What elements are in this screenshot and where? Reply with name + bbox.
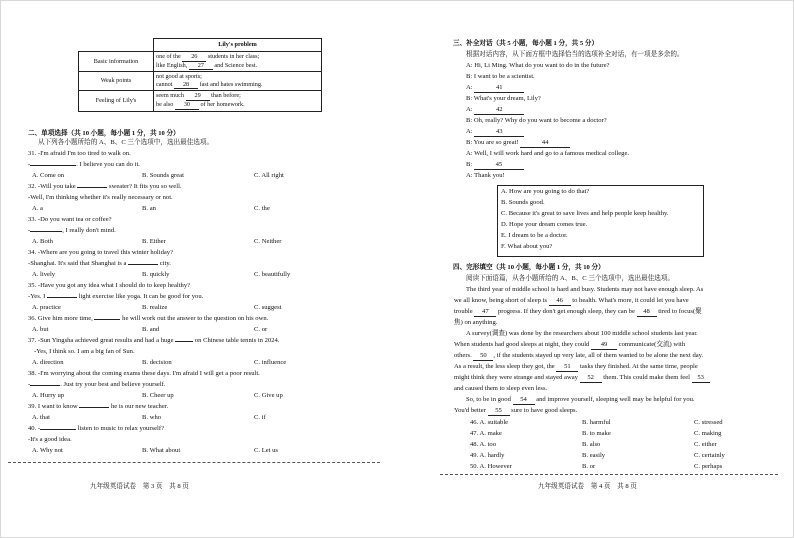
q-text: . I believe you can do it. — [76, 161, 140, 168]
passage-line — [454, 363, 698, 372]
question-line: -Well, I'm thinking whether it's really necessary or not. — [28, 194, 173, 201]
options — [32, 271, 372, 280]
option-a[interactable]: 49. A. hardly — [470, 452, 505, 459]
passage-line: and caused them to sleep even less. — [454, 385, 548, 392]
row-label: Weak points — [79, 72, 154, 91]
dialogue-line: A: Thank you! — [466, 172, 505, 179]
question-35: 35. -Have you got any idea what I should do to keep healthy? — [28, 282, 191, 289]
divider — [8, 462, 380, 463]
option-a[interactable]: A. Hurry up — [32, 392, 65, 399]
option-b[interactable]: B. who — [142, 414, 162, 421]
p-text: , if the students stayed up very late, all of them wanted to be alone the next day. — [493, 352, 704, 359]
passage-line — [466, 396, 695, 405]
section-title: 二、单项选择（共 10 小题，每小题 1 分，共 10 分） — [28, 130, 180, 137]
p-text: to health. What's more, it could let you have — [572, 297, 689, 304]
cell-text: like English, — [156, 61, 188, 69]
blank-49[interactable]: 49 — [591, 341, 617, 350]
cell-text: one of the — [156, 53, 181, 60]
choice-row — [470, 452, 770, 461]
blank-44[interactable]: 44 — [520, 139, 570, 148]
blank-29: 29 — [186, 92, 210, 101]
cell-text: and Science best. — [214, 61, 258, 69]
option-item[interactable]: C. Because it's great to save lives and help people keep healthy. — [501, 210, 669, 217]
table-row — [79, 91, 322, 111]
option-c[interactable]: C. Neither — [254, 238, 282, 245]
option-c[interactable]: C. making — [694, 430, 722, 437]
option-c[interactable]: C. the — [254, 205, 270, 212]
option-a[interactable]: A. practice — [32, 304, 61, 311]
p-text: and improve yourself, sleeping well may be helpful for you. — [536, 396, 695, 403]
speaker: A: — [466, 106, 473, 113]
cell-text: cannot — [156, 80, 173, 88]
options-box — [497, 185, 704, 257]
answer-blank[interactable] — [30, 231, 62, 232]
p-text: When students had good sleeps at night, they could — [454, 341, 590, 348]
question-line — [28, 227, 116, 235]
option-item[interactable]: A. How are you going to do that? — [501, 188, 590, 195]
option-b[interactable]: B. What about — [142, 447, 181, 454]
p-text: progress. If they don't get enough sleep, they can be — [498, 308, 635, 315]
q-text: - — [28, 161, 31, 168]
page-footer: 九年级英语试卷 第 3 页 共 8 页 — [90, 483, 189, 490]
blank-28: 28 — [174, 81, 198, 90]
question-38: 38. -I'm worrying about the coming exams these days. I'm afraid I will get a poor result. — [28, 370, 260, 377]
option-c[interactable]: C. All right — [254, 172, 284, 179]
row-label: Feeling of Lily's — [79, 91, 154, 111]
blank-43[interactable]: 43 — [474, 128, 524, 137]
question-line — [28, 260, 171, 268]
option-item[interactable]: D. Hope your dream comes true. — [501, 221, 588, 228]
answer-blank[interactable] — [79, 407, 109, 408]
answer-blank[interactable] — [30, 385, 60, 386]
cell-text: not good at sports; — [156, 73, 202, 81]
p-text: might think they were strange and stayed away — [454, 374, 578, 381]
option-a[interactable]: 50. A. However — [470, 463, 512, 470]
cell-text: seem much — [156, 92, 185, 100]
choice-row — [470, 430, 770, 439]
dialogue-line — [466, 128, 524, 137]
blank-53[interactable]: 53 — [692, 374, 710, 383]
blank-48[interactable]: 48 — [637, 308, 657, 317]
p-text: trouble — [454, 308, 473, 315]
option-a[interactable]: 48. A. too — [470, 441, 497, 448]
binding-gutter — [397, 8, 437, 528]
lily-problem-table — [78, 38, 322, 112]
p-text: others. — [454, 352, 472, 359]
p-text: So, to be in good — [466, 396, 511, 403]
options — [32, 392, 372, 401]
passage-line — [454, 308, 702, 317]
q-text: listen to music to relax yourself? — [77, 425, 164, 432]
blank-41[interactable]: 41 — [474, 84, 524, 93]
option-a[interactable]: A. a — [32, 205, 43, 212]
q-text: -Shanghai. It's said that Shanghai is a — [28, 260, 127, 267]
passage-line — [454, 297, 689, 306]
option-b[interactable]: B. Cheer up — [142, 392, 174, 399]
option-a[interactable]: A. Why not — [32, 447, 63, 454]
row-label: Basic information — [79, 52, 154, 72]
passage-line: A survey(调查) was done by the researchers about 100 middle school students last year. — [466, 330, 698, 337]
answer-blank[interactable] — [128, 264, 158, 265]
option-b[interactable]: B. realize — [142, 304, 168, 311]
question-39 — [28, 403, 168, 411]
table-row — [79, 72, 322, 91]
question-line: -It's a good idea. — [28, 436, 72, 443]
options — [32, 414, 372, 423]
p-text: them. This could make them feel — [603, 374, 690, 381]
blank-26: 26 — [182, 53, 206, 62]
option-a[interactable]: A. Come on — [32, 172, 65, 179]
options — [32, 359, 372, 368]
option-b[interactable]: B. an — [142, 205, 156, 212]
p-text: tired to focus(聚 — [658, 308, 702, 315]
options — [32, 205, 372, 214]
q-text: sweater? It fits you so well. — [109, 183, 182, 190]
q-text: 32. -Will you take — [28, 183, 76, 190]
blank-50[interactable]: 50 — [473, 352, 493, 361]
q-text: - — [28, 227, 31, 234]
question-37 — [28, 337, 279, 345]
question-36 — [28, 315, 268, 323]
option-b[interactable]: B. to make — [582, 430, 611, 437]
choice-row — [470, 463, 770, 472]
blank-52[interactable]: 52 — [580, 374, 602, 383]
blank-42[interactable]: 42 — [474, 106, 524, 115]
question-32 — [28, 183, 182, 191]
passage-line — [454, 374, 710, 383]
divider — [440, 474, 778, 475]
option-b[interactable]: B. harmful — [582, 419, 611, 426]
option-c[interactable]: C. Let us — [254, 447, 278, 454]
blank-51[interactable]: 51 — [556, 363, 578, 372]
q-text: , I really don't mind. — [62, 227, 116, 234]
answer-blank[interactable] — [30, 165, 76, 166]
dialogue-line — [466, 139, 570, 148]
question-40 — [28, 425, 164, 433]
question-34: 34. -Where are you going to travel this winter holiday? — [28, 249, 174, 256]
option-c[interactable]: C. Give up — [254, 392, 283, 399]
speaker: A: — [466, 128, 473, 135]
dialogue-line: B: I want to be a scientist. — [466, 73, 535, 80]
options — [32, 304, 372, 313]
blank-45[interactable]: 45 — [474, 161, 524, 170]
options — [32, 447, 372, 456]
answer-blank[interactable] — [40, 429, 76, 430]
answer-blank[interactable] — [175, 341, 193, 342]
cell-text: than before; — [211, 92, 241, 100]
option-c[interactable]: C. stressed — [694, 419, 723, 426]
p-text: communicate(交流) with — [618, 341, 686, 348]
blank-30: 30 — [175, 101, 199, 110]
answer-blank[interactable] — [47, 297, 77, 298]
question-line — [28, 381, 166, 389]
question-line: -Yes, I think so. I am a big fan of Sun. — [34, 348, 135, 355]
option-b[interactable]: B. Either — [142, 238, 166, 245]
blank-46[interactable]: 46 — [549, 297, 571, 306]
options — [32, 172, 372, 181]
q-text: 37. -Sun Yingsha achieved great results and had a huge — [28, 337, 174, 344]
option-b[interactable]: B. easily — [582, 452, 606, 459]
option-c[interactable]: C. perhaps — [694, 463, 723, 470]
question-33: 33. -Do you want tea or coffee? — [28, 216, 112, 223]
blank-54[interactable]: 54 — [513, 396, 535, 405]
option-c[interactable]: C. certainly — [694, 452, 725, 459]
q-text: 36. Give him more time, — [28, 315, 93, 322]
q-text: -Yes. I — [28, 293, 46, 300]
option-b[interactable]: B. quickly — [142, 271, 170, 278]
option-a[interactable]: A. Both — [32, 238, 53, 245]
speaker: B: You are so great! — [466, 139, 519, 146]
q-text: city. — [159, 260, 171, 267]
question-line — [28, 293, 203, 301]
option-c[interactable]: C. beautifully — [254, 271, 291, 278]
section-title: 三、补全对话（共 5 小题，每小题 1 分，共 5 分） — [453, 40, 599, 47]
p-text: tasks they finished. At the same time, people — [580, 363, 698, 370]
option-b[interactable]: B. or — [582, 463, 596, 470]
section-title: 四、完形填空（共 10 小题，每小题 1 分，共 10 分） — [453, 264, 605, 271]
table-title: Lily's problem — [154, 39, 322, 52]
speaker: B: — [466, 161, 473, 168]
option-a[interactable]: A. lively — [32, 271, 56, 278]
option-item[interactable]: E. I dream to be a doctor. — [501, 232, 568, 239]
dialogue-line: B: Oh, really? Why do you want to become a doctor? — [466, 117, 607, 124]
option-a[interactable]: A. direction — [32, 359, 64, 366]
section-instruction: 阅读下面语篇，从各小题所给的 A、B、C 三个选项中，选出最佳选项。 — [466, 275, 675, 282]
option-c[interactable]: C. either — [694, 441, 717, 448]
option-c[interactable]: C. if — [254, 414, 266, 421]
p-text: sure to have good sleeps. — [511, 407, 578, 414]
dialogue-line — [466, 161, 524, 170]
page-3 — [28, 0, 390, 538]
page-4 — [448, 0, 778, 538]
p-text: You'd better — [454, 407, 486, 414]
cell-text: of her homework. — [200, 100, 245, 108]
q-text: 40. - — [28, 425, 41, 432]
blank-55[interactable]: 55 — [488, 407, 510, 416]
passage-line — [454, 341, 685, 350]
question-31: 31. -I'm afraid I'm too tired to walk on. — [28, 150, 131, 157]
option-a[interactable]: 47. A. make — [470, 430, 502, 437]
cell-text: be also — [156, 100, 174, 108]
answer-blank[interactable] — [94, 319, 120, 320]
p-text: we all know, being short of sleep is — [454, 297, 547, 304]
dialogue-line — [466, 106, 524, 115]
blank-27: 27 — [189, 62, 213, 71]
passage-line — [454, 407, 577, 416]
q-text: 39. I want to know — [28, 403, 78, 410]
page-footer: 九年级英语试卷 第 4 页 共 8 页 — [538, 483, 637, 490]
dialogue-line: A: Well, I will work hard and go to a famous medical college. — [466, 150, 630, 157]
option-b[interactable]: B. and — [142, 326, 160, 333]
options — [32, 238, 372, 247]
passage-line: The third year of middle school is hard and busy. Students may not have enough sleep. As — [466, 286, 704, 293]
p-text: As a result, the less sleep they got, the — [454, 363, 555, 370]
option-a[interactable]: A. that — [32, 414, 50, 421]
q-text: he is our new teacher. — [110, 403, 169, 410]
option-item[interactable]: F. What about you? — [501, 243, 553, 250]
cell-text: fast and hates swimming. — [199, 80, 263, 88]
option-c[interactable]: C. suggest — [254, 304, 282, 311]
options — [32, 326, 372, 335]
option-a[interactable]: A. but — [32, 326, 49, 333]
q-text: . Just try your best and believe yourself. — [60, 381, 166, 388]
answer-blank[interactable] — [77, 187, 107, 188]
q-text: he will work out the answer to the question on his own. — [122, 315, 269, 322]
option-b[interactable]: B. also — [582, 441, 601, 448]
passage-line: 焦) on anything. — [454, 319, 498, 326]
section-instruction: 根据对话内容，从下面方框中选择恰当的选项补全对话，有一项是多余的。 — [466, 51, 684, 58]
passage-line — [454, 352, 703, 361]
choice-row — [470, 419, 770, 428]
option-c[interactable]: C. influence — [254, 359, 287, 366]
option-item[interactable]: B. Sounds good. — [501, 199, 545, 206]
blank-47[interactable]: 47 — [474, 308, 496, 317]
q-text: on Chinese table tennis in 2024. — [194, 337, 280, 344]
option-a[interactable]: 46. A. suitable — [470, 419, 509, 426]
choice-row — [470, 441, 770, 450]
table-row — [79, 52, 322, 72]
option-b[interactable]: B. decision — [142, 359, 172, 366]
q-text: light exercise like yoga. It can be good for you. — [78, 293, 204, 300]
q-text: - — [28, 381, 31, 388]
speaker: A: — [466, 84, 473, 91]
dialogue-line: A: Hi, Li Ming. What do you want to do in the future? — [466, 62, 610, 69]
question-line — [28, 161, 140, 169]
section-instruction: 从下列各小题所给的 A、B、C 三个选项中，选出最佳选项。 — [38, 139, 214, 146]
cell-text: students in her class; — [207, 53, 260, 60]
option-b[interactable]: B. Sounds great — [142, 172, 184, 179]
dialogue-line — [466, 84, 524, 93]
option-c[interactable]: C. or — [254, 326, 268, 333]
dialogue-line: B: What's your dream, Lily? — [466, 95, 541, 102]
